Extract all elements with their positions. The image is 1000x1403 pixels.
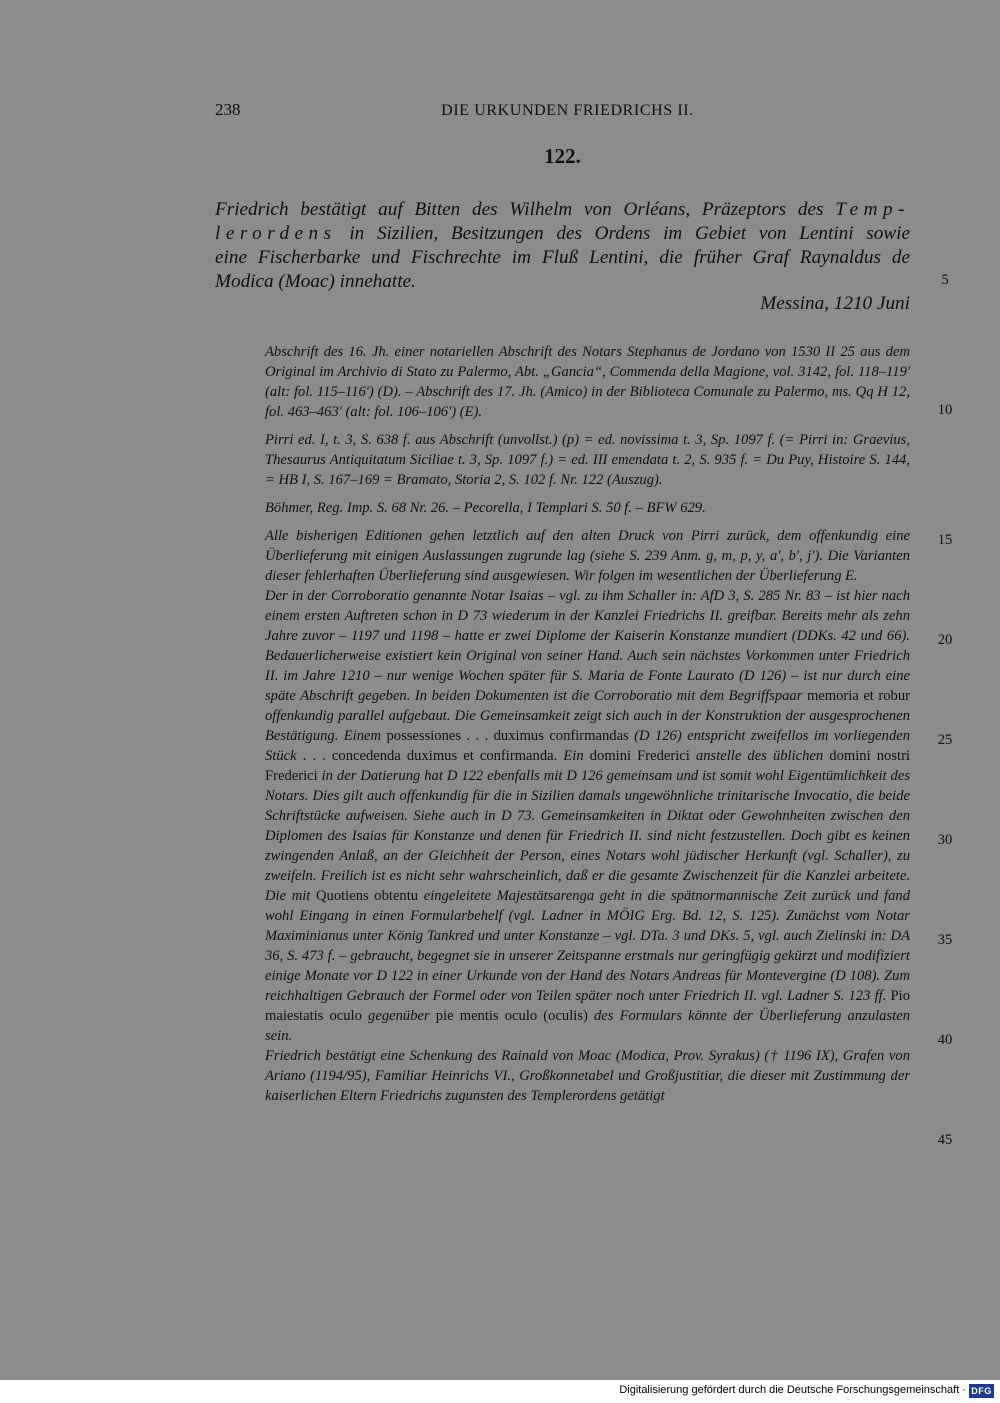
line-number: 30 bbox=[937, 832, 953, 848]
funding-notice: Digitalisierung gefördert durch die Deutsche Forschungsgemeinschaft · bbox=[619, 1384, 966, 1396]
line-number: 35 bbox=[937, 932, 953, 948]
latin-quote: memoria et robur bbox=[806, 688, 911, 704]
latin-quote: possessiones . . . duximus confirmandas bbox=[386, 728, 629, 744]
latin-quote: Pio maiestatis oculo bbox=[265, 988, 910, 1024]
document-number: 122. bbox=[544, 144, 581, 168]
apparatus-paragraph: Böhmer, Reg. Imp. S. 68 Nr. 26. – Pecorella, I Templari S. 50 f. – BFW 629. bbox=[265, 500, 706, 516]
dfg-logo: DFG bbox=[969, 1384, 994, 1398]
line-number: 45 bbox=[937, 1132, 953, 1148]
regest bbox=[215, 198, 910, 294]
commentary-text: (D 126) entspricht zweifellos im vorliegenden Stück bbox=[265, 728, 911, 764]
critical-apparatus bbox=[265, 342, 910, 1106]
page-header bbox=[215, 100, 910, 124]
regest-line: Modica (Moac) innehatte. bbox=[215, 271, 416, 292]
line-number: 40 bbox=[937, 1032, 953, 1048]
regest-text-spaced: Temp- bbox=[835, 199, 910, 220]
apparatus-paragraph: Alle bisherigen Editionen gehen letztlich auf den alten Druck von Pirri zurück, dem offenkundig eine Überlieferung mit einigen Auslassungen zugrunde lag (siehe S. 239 Anm. g, m, p, y, a', b', j'). Die Varianten dieser fehlerhaften Überlieferung sind ausgewiesen. Wir folgen im wesentlichen der Überlieferung E. bbox=[265, 528, 910, 584]
line-number: 10 bbox=[937, 402, 953, 418]
commentary-text: Ein bbox=[557, 748, 590, 764]
commentary-text: des Formulars könnte der Überlieferung anzulasten sein. bbox=[265, 1008, 910, 1044]
apparatus-paragraph: Friedrich bestätigt eine Schenkung des Rainald von Moac (Modica, Prov. Syrakus) († 1196 IX), Grafen von Ariano (1194/95), Familiar Heinrichs VI., Großkonnetabel und Großjustitiar, die dieser mit Zustimmung der kaiserlichen Eltern Friedrichs zugunsten des Templerordens getätigt bbox=[265, 1048, 910, 1104]
regest-text: Friedrich bestätigt auf Bitten des Wilhelm von Orléans, Präzeptors des bbox=[215, 199, 824, 220]
regest-text-spaced: lerordens bbox=[215, 223, 337, 244]
latin-quote: Quotiens obtentu bbox=[315, 888, 419, 904]
line-number: 20 bbox=[937, 632, 953, 648]
latin-quote: pie mentis oculo (oculis) bbox=[435, 1008, 588, 1024]
commentary-text: eingeleitete Majestätsarenga geht in die spätnormannische Zeit zurück und fand wohl Eingang in einen Formularbehelf (vgl. Ladner in MÖIG Erg. Bd. 12, S. 125). Zunächst vom Notar Maximinianus unter König Tankred und unter Konstanze – vgl. DTa. 3 und DKs. 5, vgl. auch Zielinski in: DA 36, S. 473 f. – gebraucht, begegnet sie in unserer Zeitspanne erstmals nur geringfügig gekürzt und modifiziert einige Monate vor D 122 in einer Urkunde von der Hand des Notars Andreas für Montevergine (D 108). Zum reichhaltigen Gebrauch der Formel oder von Teilen später noch unter Friedrich II. vgl. Ladner S. 123 ff. bbox=[265, 888, 910, 1004]
latin-quote: . . . concedenda duximus et confirmanda. bbox=[302, 748, 558, 764]
latin-quote: domini nostri Frederici bbox=[265, 748, 910, 784]
footer-bar bbox=[0, 1380, 1000, 1403]
line-number: 25 bbox=[937, 732, 953, 748]
dateline: Messina, 1210 Juni bbox=[760, 293, 910, 314]
regest-text: in Sizilien, Besitzungen des Ordens im Gebiet von Lentini sowie bbox=[336, 223, 910, 244]
regest-line bbox=[215, 222, 910, 246]
latin-quote: domini Frederici bbox=[589, 748, 690, 764]
line-number: 15 bbox=[937, 532, 953, 548]
regest-line: eine Fischerbarke und Fischrechte im Fluß Lentini, die früher Graf Raynaldus de bbox=[215, 247, 910, 268]
regest-line bbox=[215, 198, 910, 222]
commentary-text: Der in der Corroboratio genannte Notar Isaias – vgl. zu ihm Schaller in: AfD 3, S. 285 Nr. 83 – ist hier nach einem ersten Auftreten schon in D 73 wiederum in der Kanzlei Friedrichs II. greifbar. Bereits mehr als zehn Jahre zuvor – 1197 und 1198 – hatte er zwei Diplome der Kaiserin Konstanze mundiert (DDKs. 42 und 66). Bedauerlicherweise existiert kein Original von seiner Hand. Auch sein nächstes Vorkommen unter Friedrich II. im Jahre 1210 – nur wenige Wochen später für S. Maria de Fonte Laurato (D 126) – ist nur durch eine späte Abschrift gegeben. In beiden Dokumenten ist die Corroboratio mit dem Begriffspaar bbox=[265, 588, 910, 704]
apparatus-paragraph bbox=[265, 586, 910, 1046]
apparatus-paragraph: Pirri ed. I, t. 3, S. 638 f. aus Abschrift (unvollst.) (p) = ed. novissima t. 3, Sp. 1097 f. (= Pirri in: Graevius, Thesaurus Antiquitatum Siciliae t. 3, Sp. 1097 f.) = ed. III emendata t. 2, S. 935 f. = Du Puy, Histoire S. 144, = HB I, S. 167–169 = Bramato, Storia 2, S. 102 f. Nr. 122 (Auszug). bbox=[265, 432, 910, 488]
page-number: 238 bbox=[215, 100, 241, 119]
apparatus-paragraph: Abschrift des 16. Jh. einer notariellen Abschrift des Notars Stephanus de Jordano von 1530 II 25 aus dem Original im Archivio di Stato zu Palermo, Abt. „Gancia“, Commenda della Magione, vol. 3142, fol. 118–119' (alt: fol. 115–116') (D). – Abschrift des 17. Jh. (Amico) in der Biblioteca Comunale zu Palermo, ms. Qq H 12, fol. 463–463' (alt: fol. 106–106') (E). bbox=[265, 344, 910, 420]
commentary-text: in der Datierung hat D 122 ebenfalls mit D 126 gemeinsam und ist somit wohl Eigentümlichkeit des Notars. Dies gilt auch offenkundig für die in Sizilien damals ungewöhnliche trinitarische Invocatio, die beide Schriftstücke aufweisen. Siehe auch in D 73. Gemeinsamkeiten in Diktat oder Gewohnheiten zwischen den Diplomen des Isaias für Konstanze und denen für Friedrich II. sind nicht festzustellen. Doch gibt es keinen zwingenden Anlaß, an der Gleichheit der Person, eines Notars wohl jüdischer Herkunft (vgl. Schaller), zu zweifeln. Freilich ist es nicht sehr wahrscheinlich, daß er die gesamte Zwischenzeit für die Kanzlei arbeitete. Die mit bbox=[265, 768, 910, 904]
commentary-text: offenkundig parallel aufgebaut. Die Gemeinsamkeit zeigt sich auch in der Konstruktion der ausgesprochenen Bestätigung. Einem bbox=[265, 708, 910, 744]
commentary-text: gegenüber bbox=[361, 1008, 436, 1024]
commentary-text: anstelle des üblichen bbox=[689, 748, 830, 764]
running-head: DIE URKUNDEN FRIEDRICHS II. bbox=[441, 102, 694, 119]
line-number: 5 bbox=[941, 272, 949, 288]
